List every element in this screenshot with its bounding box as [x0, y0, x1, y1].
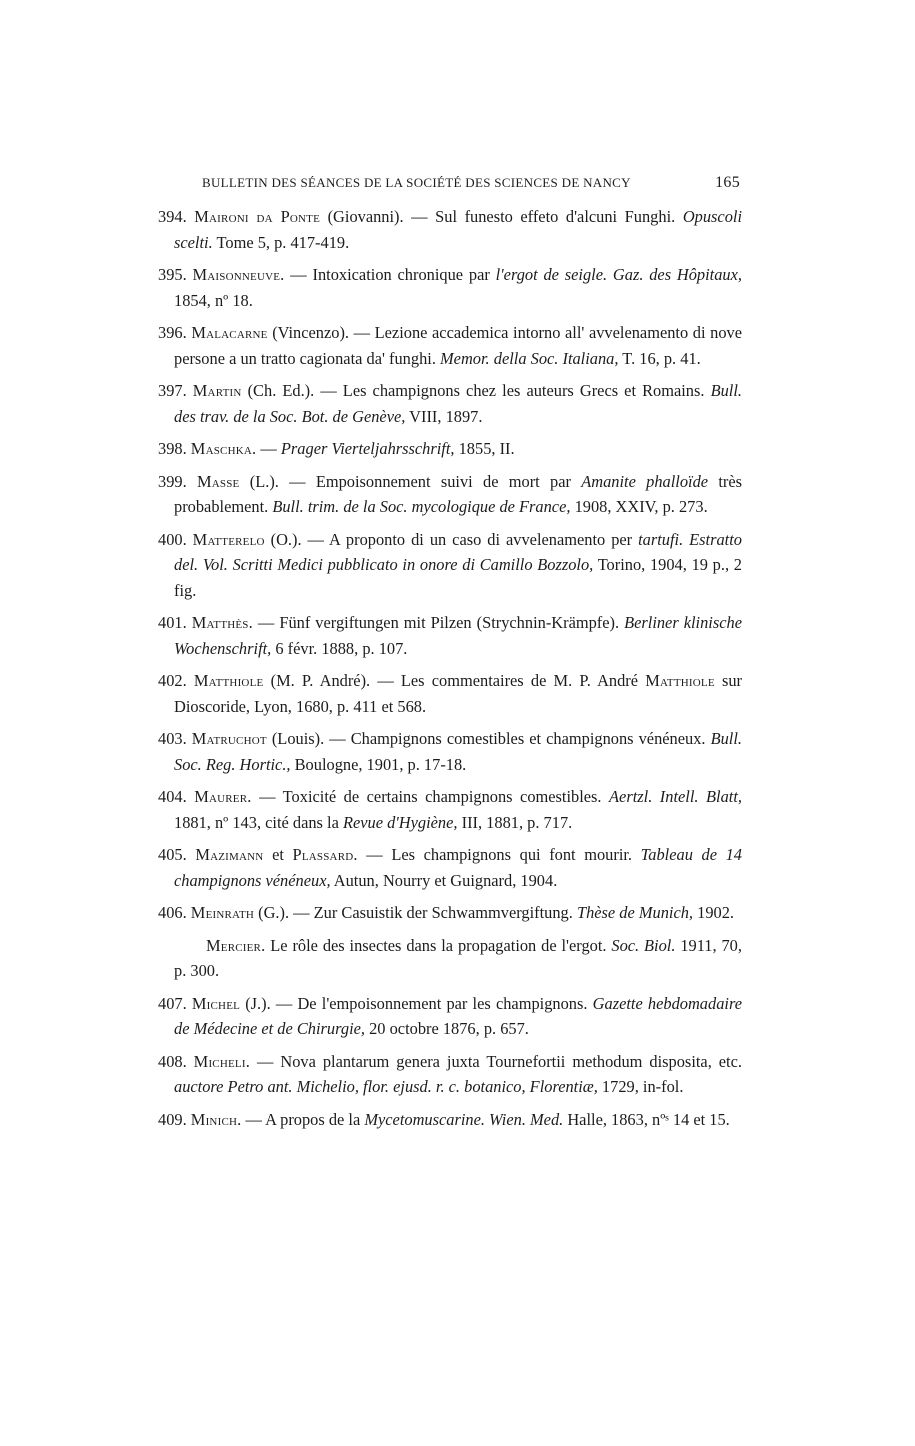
entry-text: Tome 5, p. 417-419.	[212, 232, 350, 252]
entry-source-title: Soc. Biol.	[611, 935, 676, 955]
entry-text: Autun, Nourry et Guignard, 1904.	[330, 870, 558, 890]
bibliography-entry	[158, 469, 742, 520]
entry-text: 1855, II.	[454, 439, 515, 458]
entry-author: Maisonneuve.	[192, 265, 285, 284]
entry-author: Mazimann	[195, 845, 264, 864]
entry-number: 396.	[158, 323, 187, 342]
entry-text: 1902.	[693, 903, 735, 922]
bibliography-entry	[158, 262, 742, 313]
bibliography-entry	[158, 900, 742, 926]
entry-author: Matthès.	[191, 613, 253, 632]
entry-text: — A propos de la	[241, 1109, 365, 1129]
bibliography-entry	[158, 726, 742, 777]
entry-number: 402.	[158, 671, 187, 690]
entry-text: 1881, nº 143, cité dans la	[174, 812, 343, 832]
bibliography-entry	[158, 1107, 742, 1133]
entry-source-title: Bull. des trav. de la Soc. Bot. de Genève,	[174, 381, 742, 426]
entry-author: Malacarne	[191, 323, 268, 342]
entry-author: Matthiole	[645, 671, 715, 690]
entry-text: et	[263, 845, 293, 864]
entry-text: (M. P. André). — Les commentaires de M. P. André	[263, 671, 646, 690]
bibliography-entry	[158, 668, 742, 719]
entry-author: Masse	[196, 471, 240, 491]
entry-text: (G.). — Zur Casuistik der Schwammvergiftung.	[254, 903, 577, 922]
journal-title: BULLETIN DES SÉANCES DE LA SOCIÉTÉ DES SCIENCES DE NANCY	[202, 175, 631, 190]
entry-source-title: Aertzl. Intell. Blatt,	[609, 787, 742, 806]
entry-author: Minich.	[190, 1109, 242, 1129]
entry-number: 409.	[158, 1109, 187, 1129]
entry-text: Halle, 1863, nºˢ 14 et 15.	[563, 1109, 730, 1129]
entry-source-title: Berliner klinische Wochenschrift,	[174, 613, 742, 658]
entry-text: (J.). — De l'empoisonnement par les champignons.	[240, 993, 593, 1013]
entry-author: Maschka.	[190, 439, 257, 458]
entry-text: 20 octobre 1876, p. 657.	[365, 1019, 529, 1038]
entry-source-title: Bull. Soc. Reg. Hortic.,	[174, 729, 742, 774]
entry-author: Mercier.	[206, 935, 266, 955]
bibliography-entry	[158, 933, 742, 984]
bibliography-entry	[158, 527, 742, 604]
entry-text: (Vincenzo). — Lezione accademica intorno all' avvelenamento di nove persone a un tratto cagionata da' funghi.	[174, 323, 742, 368]
entry-text: —	[256, 439, 281, 458]
entry-text: (Giovanni). — Sul funesto effeto d'alcuni Funghi.	[320, 207, 683, 226]
entry-source-title: Mycetomuscarine. Wien. Med.	[364, 1109, 564, 1129]
bibliography-entry	[158, 1049, 742, 1100]
entry-number: 403.	[158, 729, 187, 748]
entry-text: 1908, XXIV, p. 273.	[570, 497, 708, 516]
entry-text: III, 1881, p. 717.	[457, 812, 573, 832]
entry-author: Maurer.	[194, 787, 252, 806]
bibliography-entry	[158, 842, 742, 893]
entry-source-title: auctore Petro ant. Michelio, flor. ejusd. r. c. botanico, Florentiæ,	[174, 1077, 598, 1096]
entry-text: VIII, 1897.	[405, 406, 483, 426]
entry-number: 401.	[158, 613, 187, 632]
entry-text: très probablement.	[174, 471, 742, 516]
entry-text: — Toxicité de certains champignons comestibles.	[251, 787, 610, 806]
entry-text: — Intoxication chronique par	[284, 265, 496, 284]
bibliography-entry	[158, 378, 742, 429]
entry-source-title: Gazette hebdomadaire de Médecine et de Chirurgie,	[174, 993, 742, 1038]
entry-text: (L.). — Empoisonnement suivi de mort par	[239, 471, 582, 491]
entry-source-title: tartufi. Estratto del. Vol. Scritti Medici pubblicato in onore di Camillo Bozzolo,	[174, 529, 742, 574]
entry-number: 406.	[158, 903, 187, 922]
entry-text: T. 16, p. 41.	[618, 348, 701, 368]
entry-source-title: Revue d'Hygiène,	[342, 812, 458, 832]
entry-source-title: Opuscoli scelti.	[174, 207, 742, 252]
entry-text: 1911, 70, p. 300.	[174, 935, 742, 980]
entry-text: sur Dioscoride, Lyon, 1680, p. 411 et 568.	[174, 671, 742, 716]
entry-number: 399.	[158, 471, 187, 491]
entry-source-title: Thèse de Munich,	[576, 903, 694, 922]
entry-number: 404.	[158, 787, 187, 806]
entry-author: Meinrath	[190, 903, 255, 922]
entry-source-title: Amanite phalloïde	[581, 471, 709, 491]
entry-number: 405.	[158, 845, 187, 864]
running-header	[202, 175, 740, 191]
bibliography-entry	[158, 436, 742, 462]
entry-author: Matthiole	[193, 671, 264, 690]
page-number: 165	[715, 174, 740, 191]
entry-number: 400.	[158, 529, 187, 549]
bibliography-entry	[158, 320, 742, 371]
entry-text: 6 févr. 1888, p. 107.	[271, 638, 408, 658]
entry-number: 398.	[158, 439, 187, 458]
entry-source-title: Prager Vierteljahrsschrift,	[280, 439, 455, 458]
entry-author: Matterelo	[192, 529, 265, 549]
bibliography-entry	[158, 991, 742, 1042]
entry-number: 407.	[158, 993, 187, 1013]
bibliography-entry	[158, 784, 742, 835]
entry-text: Boulogne, 1901, p. 17-18.	[290, 754, 467, 774]
entry-text: (Louis). — Champignons comestibles et champignons vénéneux.	[266, 729, 711, 748]
entry-text: — Fünf vergiftungen mit Pilzen (Strychnin-Krämpfe).	[252, 613, 625, 632]
entry-author: Martin	[192, 381, 242, 400]
entry-text: 1854, nº 18.	[174, 290, 253, 310]
entry-number: 397.	[158, 381, 187, 400]
entry-author: Maironi da Ponte	[194, 207, 321, 226]
entry-text: — Nova plantarum genera juxta Tournefortii methodum disposita, etc.	[250, 1051, 742, 1071]
entry-number: 395.	[158, 265, 187, 284]
entry-text: (O.). — A proponto di un caso di avvelenamento per	[264, 529, 639, 549]
entry-author: Micheli.	[193, 1051, 250, 1071]
bibliography-entry	[158, 610, 742, 661]
entry-source-title: Bull. trim. de la Soc. mycologique de France,	[272, 497, 571, 516]
entry-author: Michel	[191, 993, 241, 1013]
entry-source-title: Tableau de 14 champignons vénéneux,	[174, 845, 743, 890]
entry-text: Le rôle des insectes dans la propagation de l'ergot.	[265, 935, 612, 955]
entry-text: (Ch. Ed.). — Les champignons chez les auteurs Grecs et Romains.	[241, 381, 711, 400]
bibliography-list	[158, 204, 742, 1139]
entry-source-title: l'ergot de seigle. Gaz. des Hôpitaux,	[495, 265, 743, 284]
entry-author: Matruchot	[191, 729, 267, 748]
entry-source-title: Memor. della Soc. Italiana,	[440, 348, 619, 368]
entry-number: 408.	[158, 1051, 187, 1071]
entry-number: 394.	[158, 207, 187, 226]
bibliography-entry	[158, 204, 742, 255]
entry-author: Plassard.	[292, 845, 358, 864]
entry-text: 1729, in-fol.	[597, 1077, 684, 1096]
entry-text: — Les champignons qui font mourir.	[357, 845, 641, 864]
entry-text: Torino, 1904, 19 p., 2 fig.	[174, 555, 742, 600]
